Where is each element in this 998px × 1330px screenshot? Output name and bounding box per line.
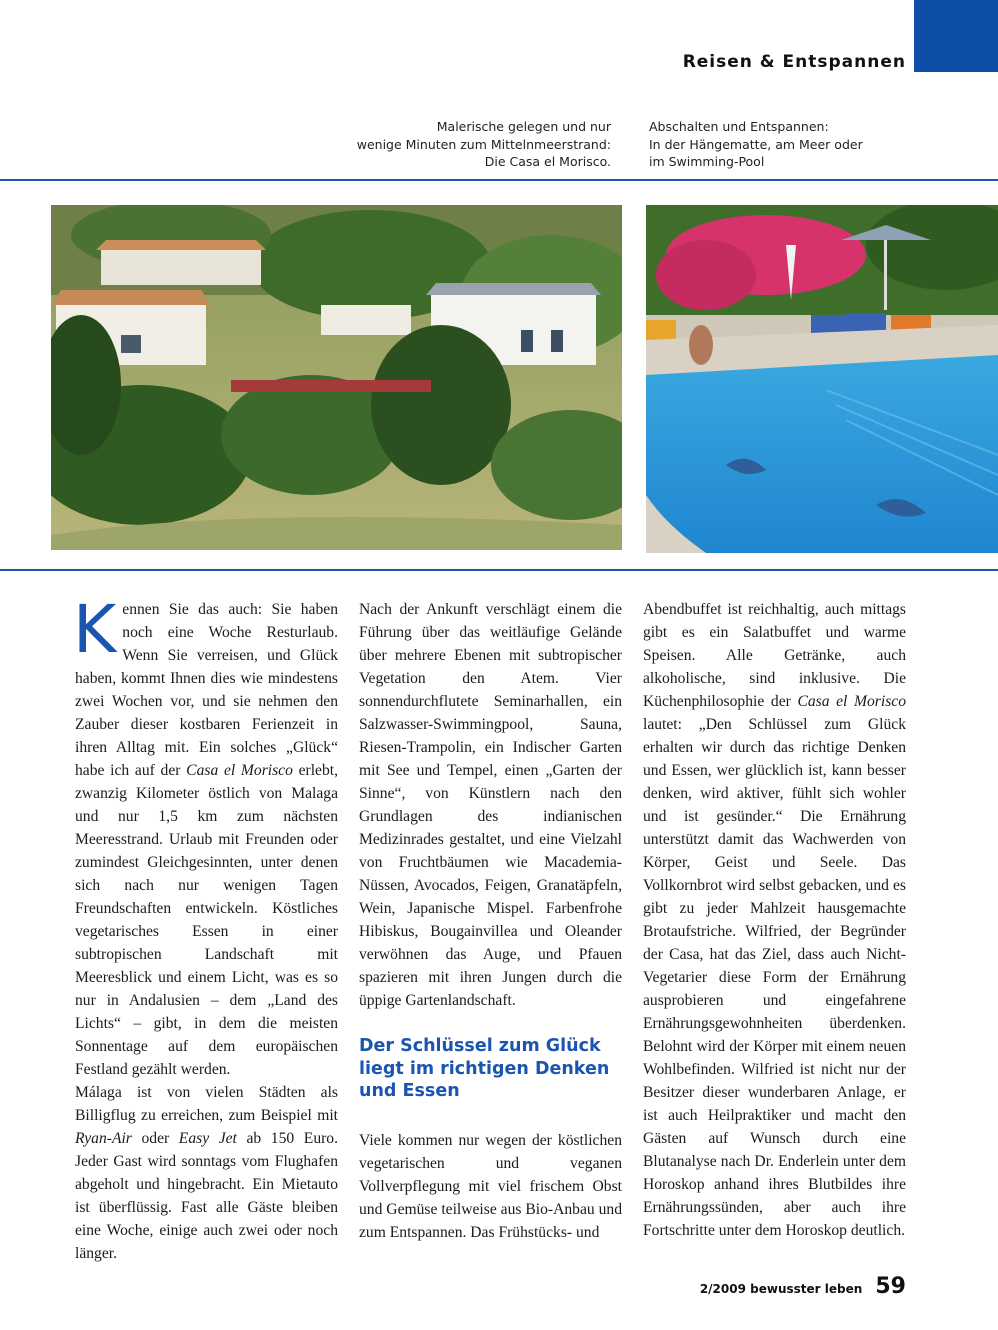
drop-cap: K — [73, 591, 117, 668]
text-run: oder — [131, 1130, 179, 1147]
subheading: Der Schlüssel zum Glück liegt im richtigen Denken und Essen — [359, 1036, 610, 1101]
article-paragraph: Nach der Ankunft verschlägt einem die Führung über das weitläufige Gelände über mehrere Ebenen mit subtropischer Vegetation den Atem. Vier sonnendurchflutete Seminarhallen, ein Salzwasser-Swimmingpool, Sauna, Riesen-Trampolin, ein Indischer Garten mit See und Tempel, einen „Garten der Sinne“, von Künstlern nach den Grundlagen des indianischen Medizinrades gestaltet, und eine Vielzahl von Fruchtbäumen wie Macademia-Nüssen, Avocados, Feigen, Granatäpfeln, Wein, Japanische Mispel. Farbenfrohe Hibiskus, Bougainvillea und Oleander verwöhnen das Auge, und Pfauen spazieren mit ihren Jungen durch die üppige Gartenlandschaft. — [359, 601, 622, 1009]
text-run: ennen Sie das auch: Sie haben noch eine Woche Resturlaub. Wenn Sie verreisen, und Glück haben, kommt Ihnen dies wie mindestens zwei Wochen vor, und sie nehmen den Zauber dieser kostbaren Ferienzeit in ihren Alltag mit. Ein solches „Glück“ habe ich auf der — [75, 601, 338, 779]
article-paragraph: Viele kommen nur wegen der köstlichen vegetarischen und veganen Vollverpflegung mit viel frischem Obst und Gemüse teilweise aus Bio-Anbau und zum Entspannen. Das Frühstücks- und — [359, 1131, 622, 1241]
text-run: erlebt, zwanzig Kilometer östlich von Malaga und nur 1,5 km zum nächsten Meeresstrand. Urlaub mit Freunden oder zumindest Gleichgesinnten, unter denen sich nach nur wenigen Tagen Freundschaften entwickeln. Köstliches vegetarisches Essen in einer subtropischen Landschaft mit Meeresblick und einem Licht, was es so nur in Andalusien – dem „Land des Lichts“ – gibt, in dem die meisten Sonnentage auf dem europäischen Festland gezählt werden. — [75, 762, 338, 1078]
italic-name: Easy Jet — [178, 1130, 237, 1147]
italic-name: Casa el Morisco — [186, 762, 293, 779]
intro-text — [73, 591, 338, 1078]
caption-left-line: wenige Minuten zum Mittelnmeerstrand: — [356, 136, 611, 152]
article-paragraph — [643, 598, 906, 1242]
caption-left-line: Die Casa el Morisco. — [484, 154, 611, 169]
italic-name: Casa el Morisco — [797, 693, 906, 710]
caption-right-line: im Swimming-Pool — [649, 154, 765, 169]
rule-middle — [0, 569, 998, 571]
caption-left-line: Malerische gelegen und nur — [436, 119, 611, 134]
page-footer — [700, 1274, 906, 1299]
article-paragraph — [73, 591, 338, 1081]
caption-right — [649, 118, 969, 171]
italic-name: Ryan-Air — [75, 1130, 132, 1147]
article-paragraph — [75, 1081, 338, 1265]
section-color-tab — [914, 0, 998, 72]
rule-top — [0, 179, 998, 181]
text-run: Málaga ist von vielen Städten als Billigflug zu erreichen, zum Beispiel mit — [75, 1084, 338, 1124]
issue-label: 2/2009 bewusster leben — [699, 1282, 863, 1296]
caption-right-line: In der Hängematte, am Meer oder — [649, 136, 863, 152]
text-run: ab 150 Euro. Jeder Gast wird sonntags vom Flughafen abgeholt und hingebracht. Ein Mietauto ist überflüssig. Fast alle Gäste bleiben eine Woche, einige auch zwei oder noch länger. — [75, 1130, 338, 1262]
photo-villa — [51, 205, 622, 550]
text-run: Abendbuffet ist reichhaltig, auch mittags gibt es ein Salatbuffet und warme Speisen. Alle Getränke, auch alkoholische, sind inklusive. Die Küchenphilosophie der — [643, 601, 906, 710]
photo-pool — [646, 205, 998, 553]
article-column-1 — [73, 591, 338, 1265]
text-run: lautet: „Den Schlüssel zum Glück erhalten wir durch das richtige Denken und Essen, wer glücklich ist, kann besser denken, wird aktiver, fühlt sich wohler und ist gesünder.“ Die Ernährung unterstützt damit das Wachwerden von Körper, Geist und Seele. Das Vollkornbrot wird selbst gebacken, und es gibt zu jeder Mahlzeit hausgemachte Brotaufstriche. Wilfried, der Begründer der Casa, hat das Ziel, dass auch Nicht-Vegetarier diese Form der Ernährung ausprobieren und eingefahrene Ernährungsgewohnheiten überdenken. Belohnt wird der Körper mit einem neuen Wohlbefinden. Wilfried ist nicht nur der Besitzer dieser wunderbaren Anlage, er ist auch Heilpraktiker und macht den Gästen auf Wunsch durch eine Blutanalyse nach Dr. Enderlein unter dem Horoskop anhand ihres Blutbildes ihre Ernährungssünden, aber auch ihre Fortschritte unter dem Horoskop deutlich. — [643, 716, 906, 1239]
article-column-2 — [359, 598, 622, 1244]
article-column-3 — [643, 598, 906, 1242]
caption-right-line: Abschalten und Entspannen: — [649, 119, 829, 134]
page-number: 59 — [875, 1274, 906, 1299]
section-title: Reisen & Entspannen — [682, 52, 906, 72]
caption-left — [311, 118, 611, 171]
